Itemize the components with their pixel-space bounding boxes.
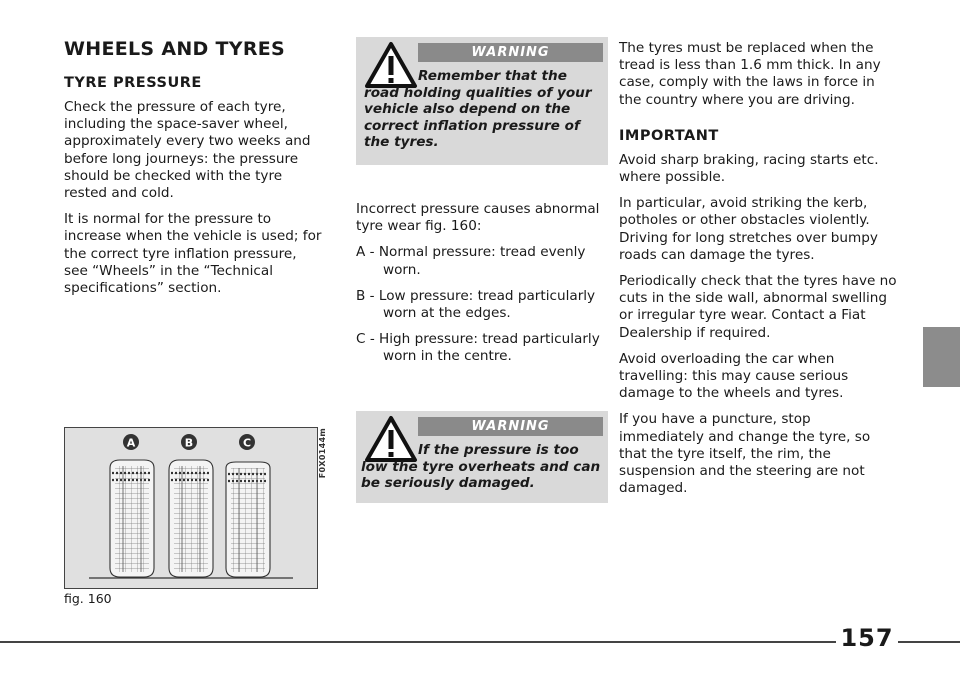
- page-number: 157: [836, 624, 898, 652]
- list-item: A - Normal pressure: tread evenly worn.: [356, 244, 586, 278]
- right-column: [619, 40, 897, 506]
- paragraph: If you have a puncture, stop immediately and change the tyre, so that the tyre itself, the rim, the suspension and the steering are not damaged.: [619, 411, 871, 497]
- left-column: [64, 38, 322, 306]
- label-b: [181, 434, 197, 450]
- tyre-wear-figure: [64, 427, 318, 589]
- paragraph: The tyres must be replaced when the tread is less than 1.6 mm thick. In any case, comply with the laws in force in the country where you are driving.: [619, 40, 881, 108]
- warning-text: If the pressure is too low the tyre overheats and can be seriously damaged.: [361, 442, 601, 492]
- warning-box-2: [356, 411, 608, 503]
- list-item: C - High pressure: tread particularly worn in the centre.: [356, 331, 600, 365]
- paragraph: It is normal for the pressure to increase when the vehicle is used; for the correct tyre inflation pressure, see “Wheels” in the “Technical specifications” section.: [64, 211, 322, 297]
- label-a: [123, 434, 139, 450]
- paragraph: Avoid overloading the car when travelling: this may cause serious damage to the wheels and tyres.: [619, 350, 849, 402]
- tyre-wear-illustration: [65, 428, 316, 587]
- section-heading: WHEELS AND TYRES: [64, 38, 286, 60]
- figure-caption: fig. 160: [64, 591, 112, 606]
- tyre-c: [226, 462, 270, 577]
- paragraph: Avoid sharp braking, racing starts etc. where possible.: [619, 151, 879, 186]
- paragraph: In particular, avoid striking the kerb, potholes or other obstacles violently. Driving for long stretches over bumpy roads can damage the tyres.: [619, 195, 878, 263]
- warning-label: WARNING: [418, 417, 603, 436]
- paragraph: Check the pressure of each tyre, including the space-saver wheel, approximately every two weeks and before long journeys: the pressure should be checked with the tyre rested and cold.: [64, 99, 311, 202]
- svg-text:C: C: [242, 436, 252, 450]
- tyre-b: [169, 460, 213, 577]
- paragraph: Incorrect pressure causes abnormal tyre wear fig. 160:: [356, 201, 600, 235]
- svg-text:A: A: [126, 436, 136, 450]
- middle-column: [356, 201, 608, 375]
- figure-code: F0X0144m: [318, 428, 327, 479]
- important-heading: IMPORTANT: [619, 127, 719, 144]
- footer-rule: [0, 641, 960, 643]
- tyre-a: [110, 460, 154, 577]
- label-c: [239, 434, 255, 450]
- warning-text: Remember that the road holding qualities of your vehicle also depend on the correct inflation pressure of the tyres.: [364, 68, 592, 151]
- warning-box-1: [356, 37, 608, 165]
- subsection-heading: TYRE PRESSURE: [64, 75, 202, 91]
- svg-text:B: B: [184, 436, 194, 450]
- list-item: B - Low pressure: tread particularly worn at the edges.: [356, 287, 596, 322]
- warning-label: WARNING: [418, 43, 603, 62]
- section-tab-marker: [923, 327, 960, 387]
- paragraph: Periodically check that the tyres have no cuts in the side wall, abnormal swelling or irregular tyre wear. Contact a Fiat Dealership if required.: [619, 273, 897, 341]
